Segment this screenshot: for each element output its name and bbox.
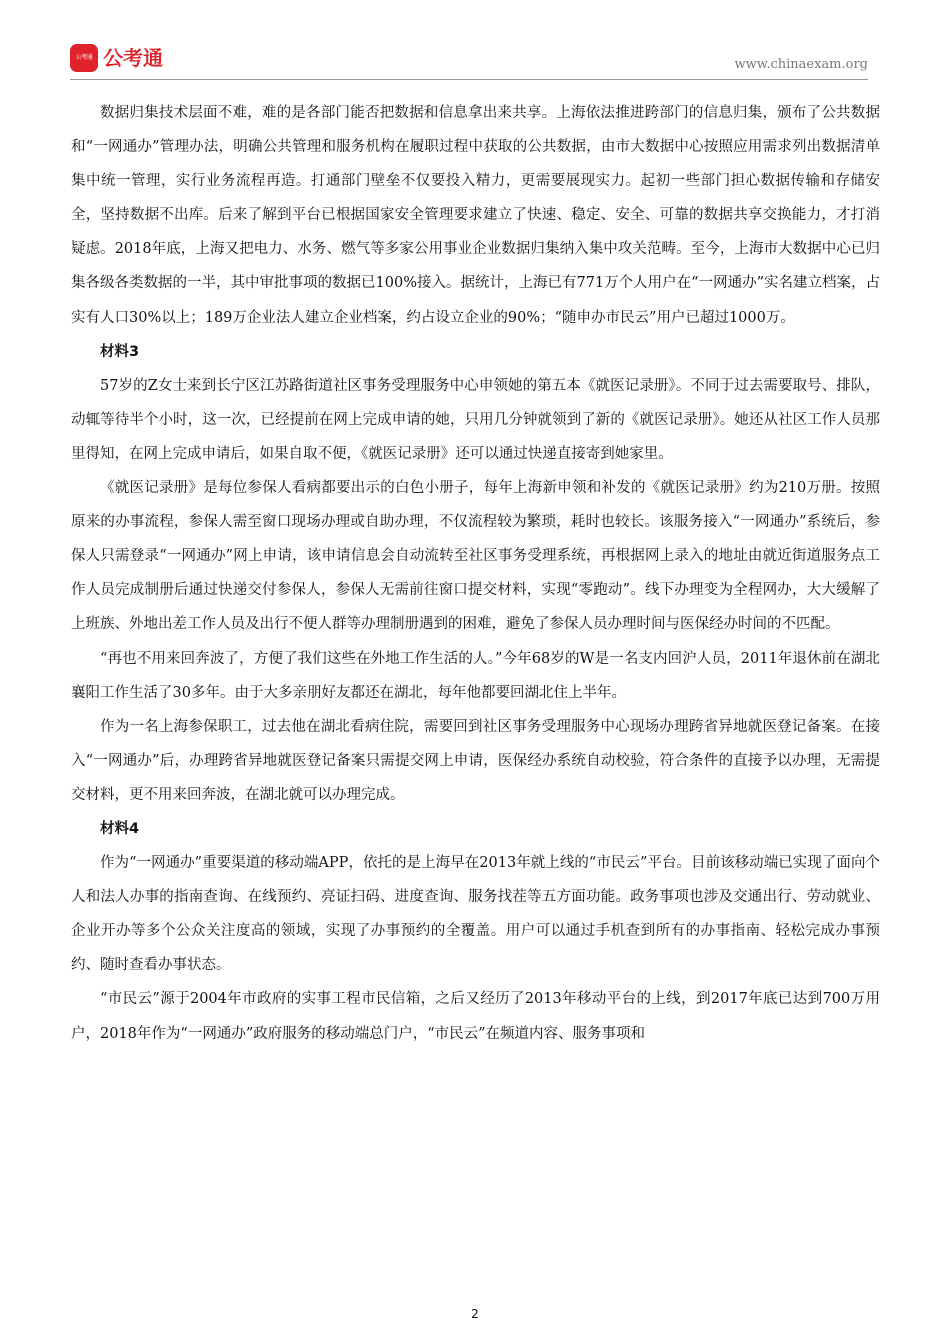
brand-name: 公考通 [103,46,163,70]
brand-logo-icon: 公考通 [70,44,98,72]
paragraph: “市民云”源于2004年市政府的实事工程市民信箱，之后又经历了2013年移动平台的上线，到2017年底已达到700万用户，2018年作为“一网通办”政府服务的移动端总门户，“市民云”在频道内容、服务事项和 [71,991,880,1042]
page-header [70,44,868,76]
paragraph: 作为“一网通办”重要渠道的移动端APP，依托的是上海早在2013年就上线的“市民云”平台。目前该移动端已实现了面向个人和法人办事的指南查询、在线预约、亮证扫码、进度查询、服务找茬等五方面功能。政务事项也涉及交通出行、劳动就业、企业开办等多个公众关注度高的领域，实现了办事预约的全覆盖。用户可以通过手机查到所有的办事指南、轻松完成办事预约、随时查看办事状态。 [71,855,880,974]
section-heading: 材料3 [100,343,140,360]
paragraph: 《就医记录册》是每位参保人看病都要出示的白色小册子，每年上海新申领和补发的《就医记录册》约为210万册。按照原来的办事流程，参保人需至窗口现场办理或自助办理，不仅流程较为繁琐，耗时也较长。该服务接入“一网通办”系统后，参保人只需登录“一网通办”网上申请，该申请信息会自动流转至社区事务受理系统，再根据网上录入的地址由就近街道服务点工作人员完成制册后通过快递交付参保人，参保人无需前往窗口提交材料，实现“零跑动”。线下办理变为全程网办，大大缓解了上班族、外地出差工作人员及出行不便人群等办理制册遇到的困难，避免了参保人员办理时间与医保经办时间的不匹配。 [71,480,880,633]
section-heading: 材料4 [100,820,140,837]
site-url[interactable]: www.chinaexam.org [734,57,868,72]
paragraph: 数据归集技术层面不难，难的是各部门能否把数据和信息拿出来共享。上海依法推进跨部门的信息归集，颁布了公共数据和“一网通办”管理办法，明确公共管理和服务机构在履职过程中获取的公共数据，由市大数据中心按照应用需求列出数据清单集中统一管理，实行业务流程再造。打通部门壁垒不仅要投入精力，更需要展现实力。起初一些部门担心数据传输和存储安全，坚持数据不出库。后来了解到平台已根据国家安全管理要求建立了快速、稳定、安全、可靠的数据共享交换能力，才打消疑虑。2018年底，上海又把电力、水务、燃气等多家公用事业企业数据归集纳入集中攻关范畴。至今，上海市大数据中心已归集各级各类数据的一半，其中审批事项的数据已100%接入。据统计，上海已有771万个人用户在“一网通办”实名建立档案，占实有人口30%以上；189万企业法人建立企业档案，约占设立企业的90%；“随申办市民云”用户已超过1000万。 [71,105,880,326]
header-divider [70,79,868,80]
page-number: 2 [471,1307,479,1321]
paragraph: 作为一名上海参保职工，过去他在湖北看病住院，需要回到社区事务受理服务中心现场办理跨省异地就医登记备案。在接入“一网通办”后，办理跨省异地就医登记备案只需提交网上申请，医保经办系统自动校验，符合条件的直接予以办理，无需提交材料，更不用来回奔波，在湖北就可以办理完成。 [71,718,880,803]
paragraph: 57岁的Z女士来到长宁区江苏路街道社区事务受理服务中心申领她的第五本《就医记录册》。不同于过去需要取号、排队，动辄等待半个小时，这一次，已经提前在网上完成申请的她，只用几分钟就领到了新的《就医记录册》。她还从社区工作人员那里得知，在网上完成申请后，如果自取不便，《就医记录册》还可以通过快递直接寄到她家里。 [71,377,880,462]
paragraph: “再也不用来回奔波了，方便了我们这些在外地工作生活的人。”今年68岁的W是一名支内回沪人员，2011年退休前在湖北襄阳工作生活了30多年。由于大多亲朋好友都还在湖北，每年他都要回湖北住上半年。 [71,650,880,701]
document-body [71,96,880,1051]
